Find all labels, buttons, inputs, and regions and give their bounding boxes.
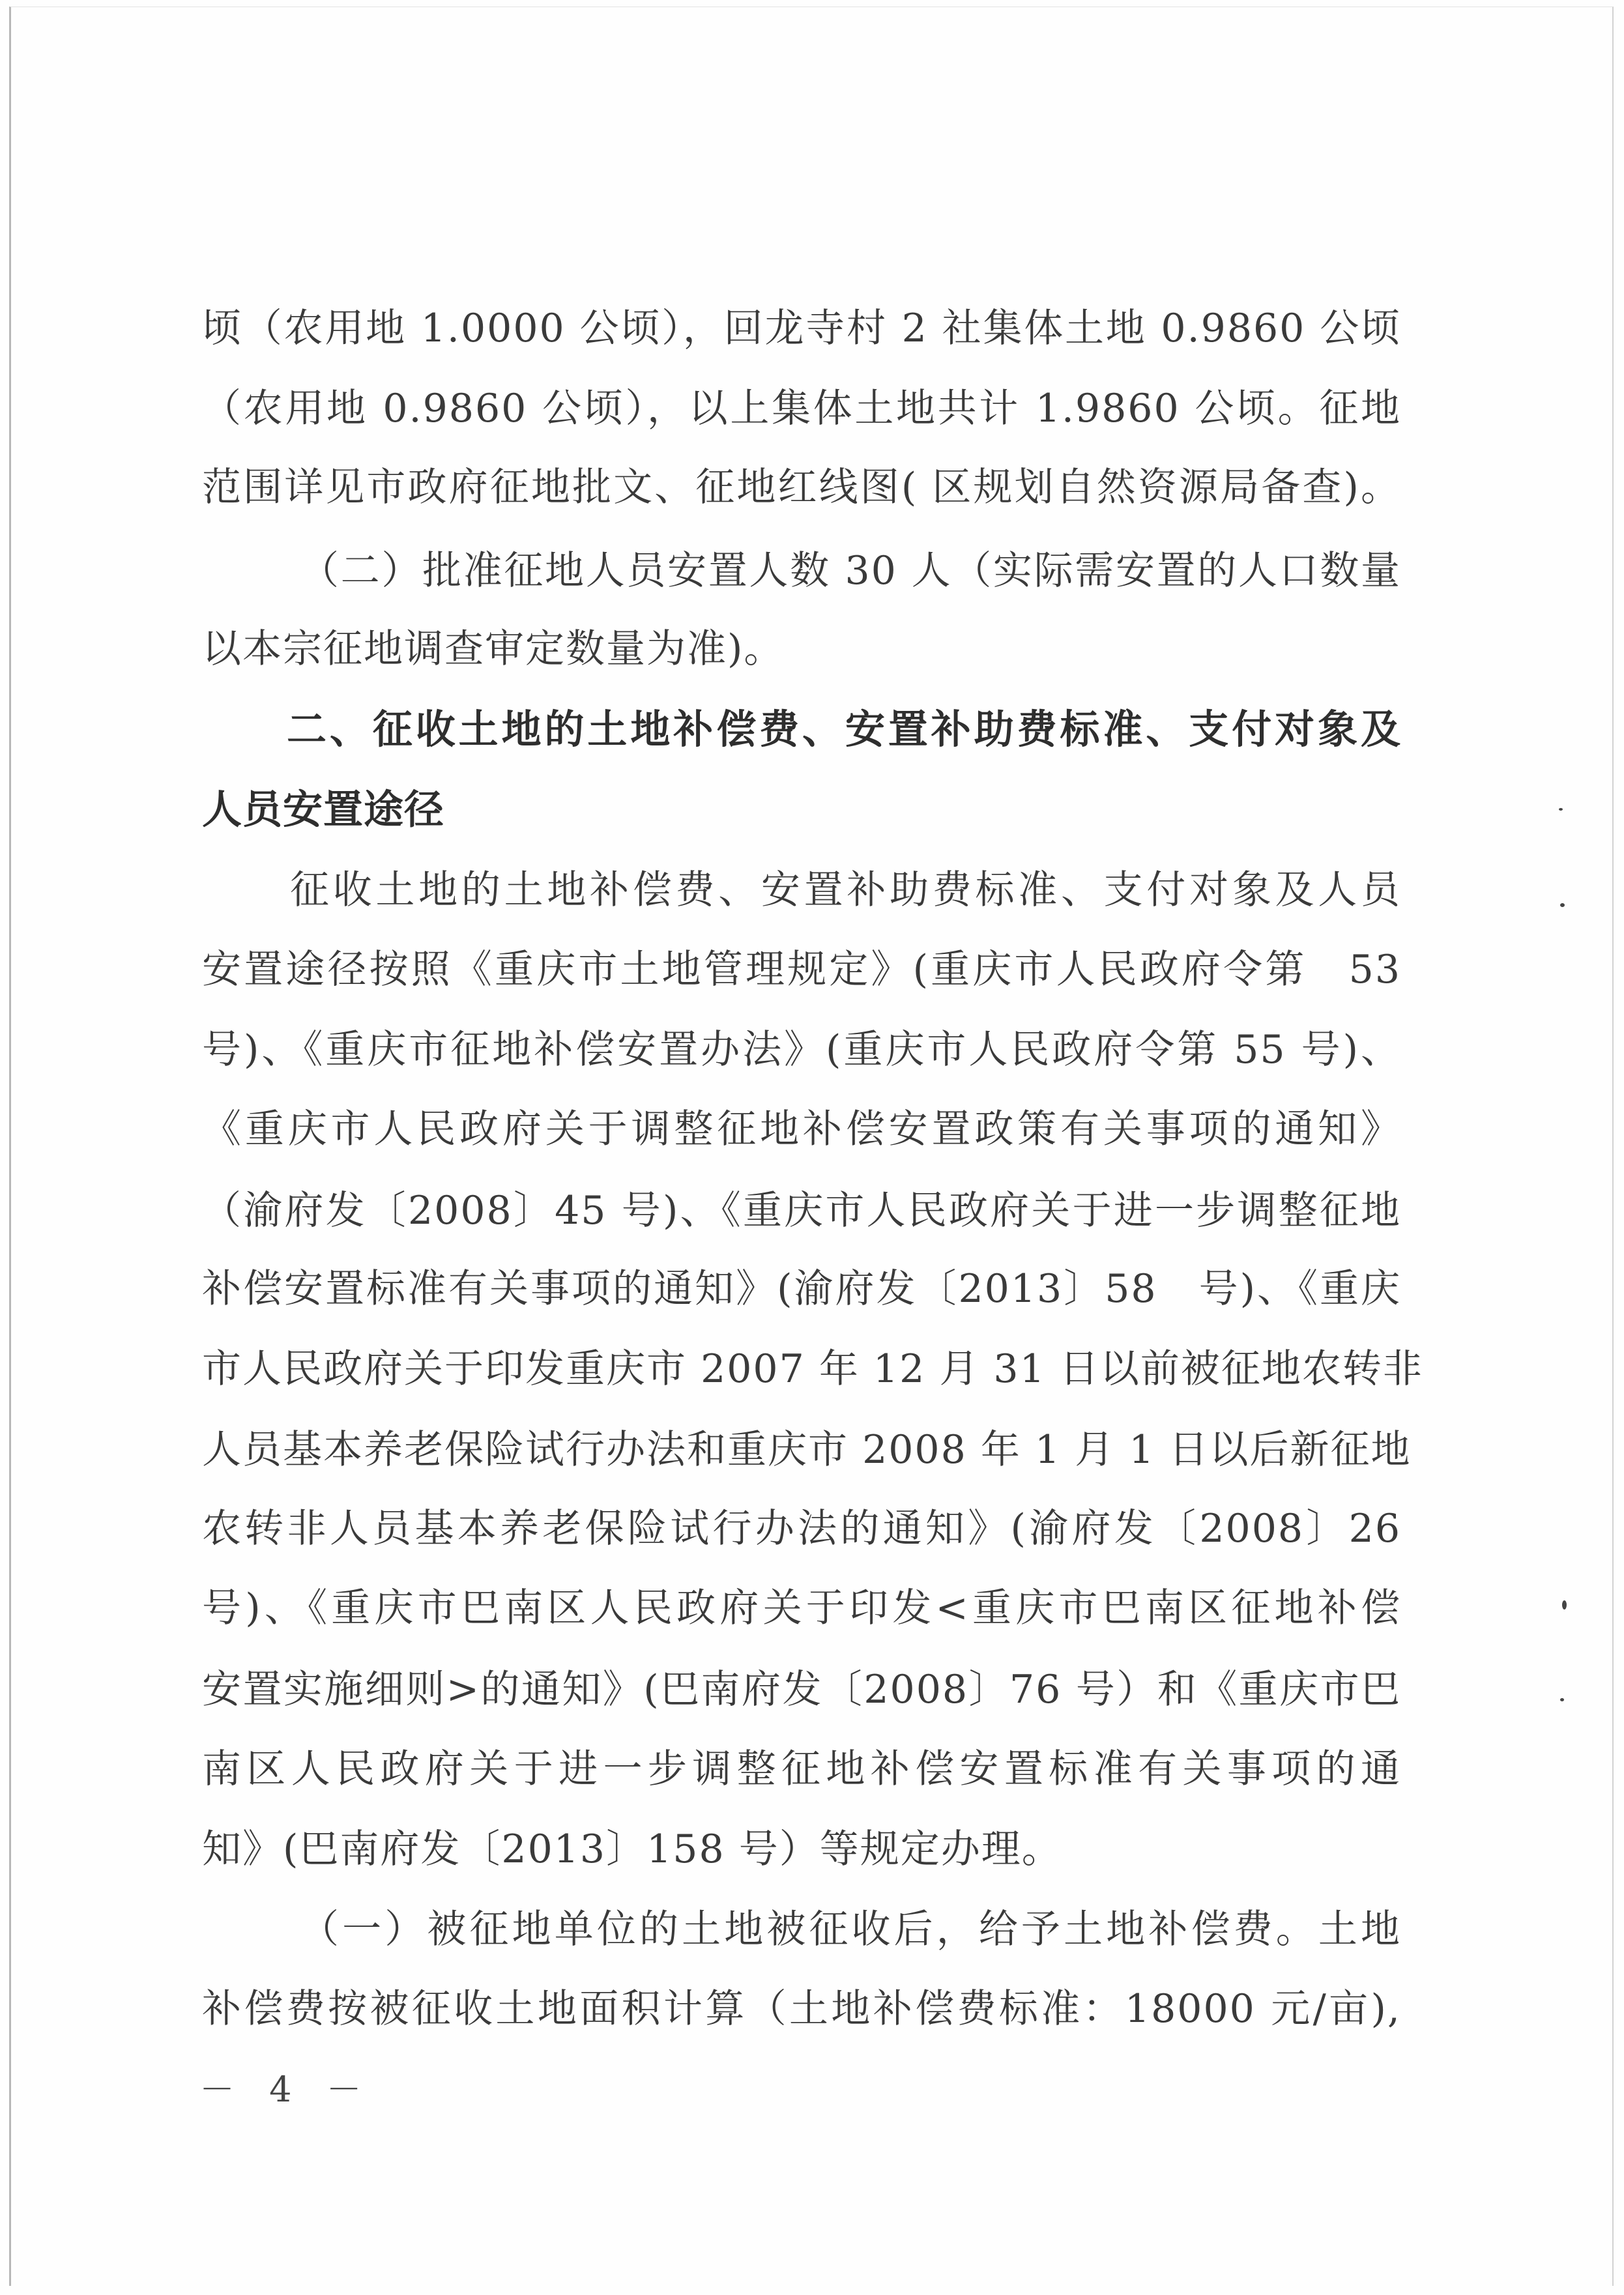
body-line-7: 安置途径按照《重庆市土地管理规定》(重庆市人民政府令第 53 bbox=[202, 947, 1401, 992]
body-line-3: 范围详见市政府征地批文、征地红线图( 区规划自然资源局备查)。 bbox=[202, 465, 1401, 510]
body-line-6: 征收土地的土地补偿费、安置补助费标准、支付对象及人员 bbox=[290, 867, 1401, 913]
page-number: － 4 － bbox=[199, 2069, 373, 2110]
body-line-8: 号)、《重庆市征地补偿安置办法》(重庆市人民政府令第 55 号)、 bbox=[202, 1027, 1401, 1073]
section-heading-line-2: 人员安置途径 bbox=[202, 787, 445, 833]
body-line-15: 号)、《重庆市巴南区人民政府关于印发<重庆市巴南区征地补偿 bbox=[202, 1585, 1401, 1631]
scan-speck bbox=[1560, 903, 1565, 907]
body-line-20: 补偿费按被征收土地面积计算（土地补偿费标准：18000 元/亩), bbox=[202, 1986, 1401, 2032]
scan-speck bbox=[1559, 808, 1563, 811]
body-line-11: 补偿安置标准有关事项的通知》(渝府发〔2013〕58 号)、《重庆 bbox=[202, 1266, 1401, 1312]
body-line-19: （一）被征地单位的土地被征收后，给予土地补偿费。土地 bbox=[300, 1907, 1401, 1952]
body-line-14: 农转非人员基本养老保险试行办法的通知》(渝府发〔2008〕26 bbox=[202, 1506, 1401, 1552]
body-line-10: （渝府发〔2008〕45 号)、《重庆市人民政府关于进一步调整征地 bbox=[202, 1188, 1401, 1234]
body-line-1: 顷（农用地 1.0000 公顷），回龙寺村 2 社集体土地 0.9860 公顷 bbox=[202, 306, 1401, 351]
body-line-13: 人员基本养老保险试行办法和重庆市 2008 年 1 月 1 日以后新征地 bbox=[202, 1427, 1412, 1473]
body-line-5: 以本宗征地调查审定数量为准)。 bbox=[202, 626, 785, 672]
body-line-2: （农用地 0.9860 公顷），以上集体土地共计 1.9860 公顷。征地 bbox=[202, 386, 1401, 431]
scan-speck bbox=[1560, 1698, 1564, 1701]
body-line-9: 《重庆市人民政府关于调整征地补偿安置政策有关事项的通知》 bbox=[202, 1106, 1401, 1152]
body-line-12: 市人民政府关于印发重庆市 2007 年 12 月 31 日以前被征地农转非 bbox=[202, 1346, 1423, 1392]
body-line-16: 安置实施细则>的通知》(巴南府发〔2008〕76 号）和《重庆市巴 bbox=[202, 1667, 1401, 1712]
body-line-17: 南区人民政府关于进一步调整征地补偿安置标准有关事项的通 bbox=[202, 1746, 1401, 1792]
body-line-4: （二）批准征地人员安置人数 30 人（实际需安置的人口数量 bbox=[300, 548, 1401, 594]
section-heading-line-1: 二、征收土地的土地补偿费、安置补助费标准、支付对象及 bbox=[287, 706, 1401, 753]
scan-speck bbox=[1562, 1600, 1567, 1609]
body-line-18: 知》(巴南府发〔2013〕158 号）等规定办理。 bbox=[202, 1826, 1062, 1872]
